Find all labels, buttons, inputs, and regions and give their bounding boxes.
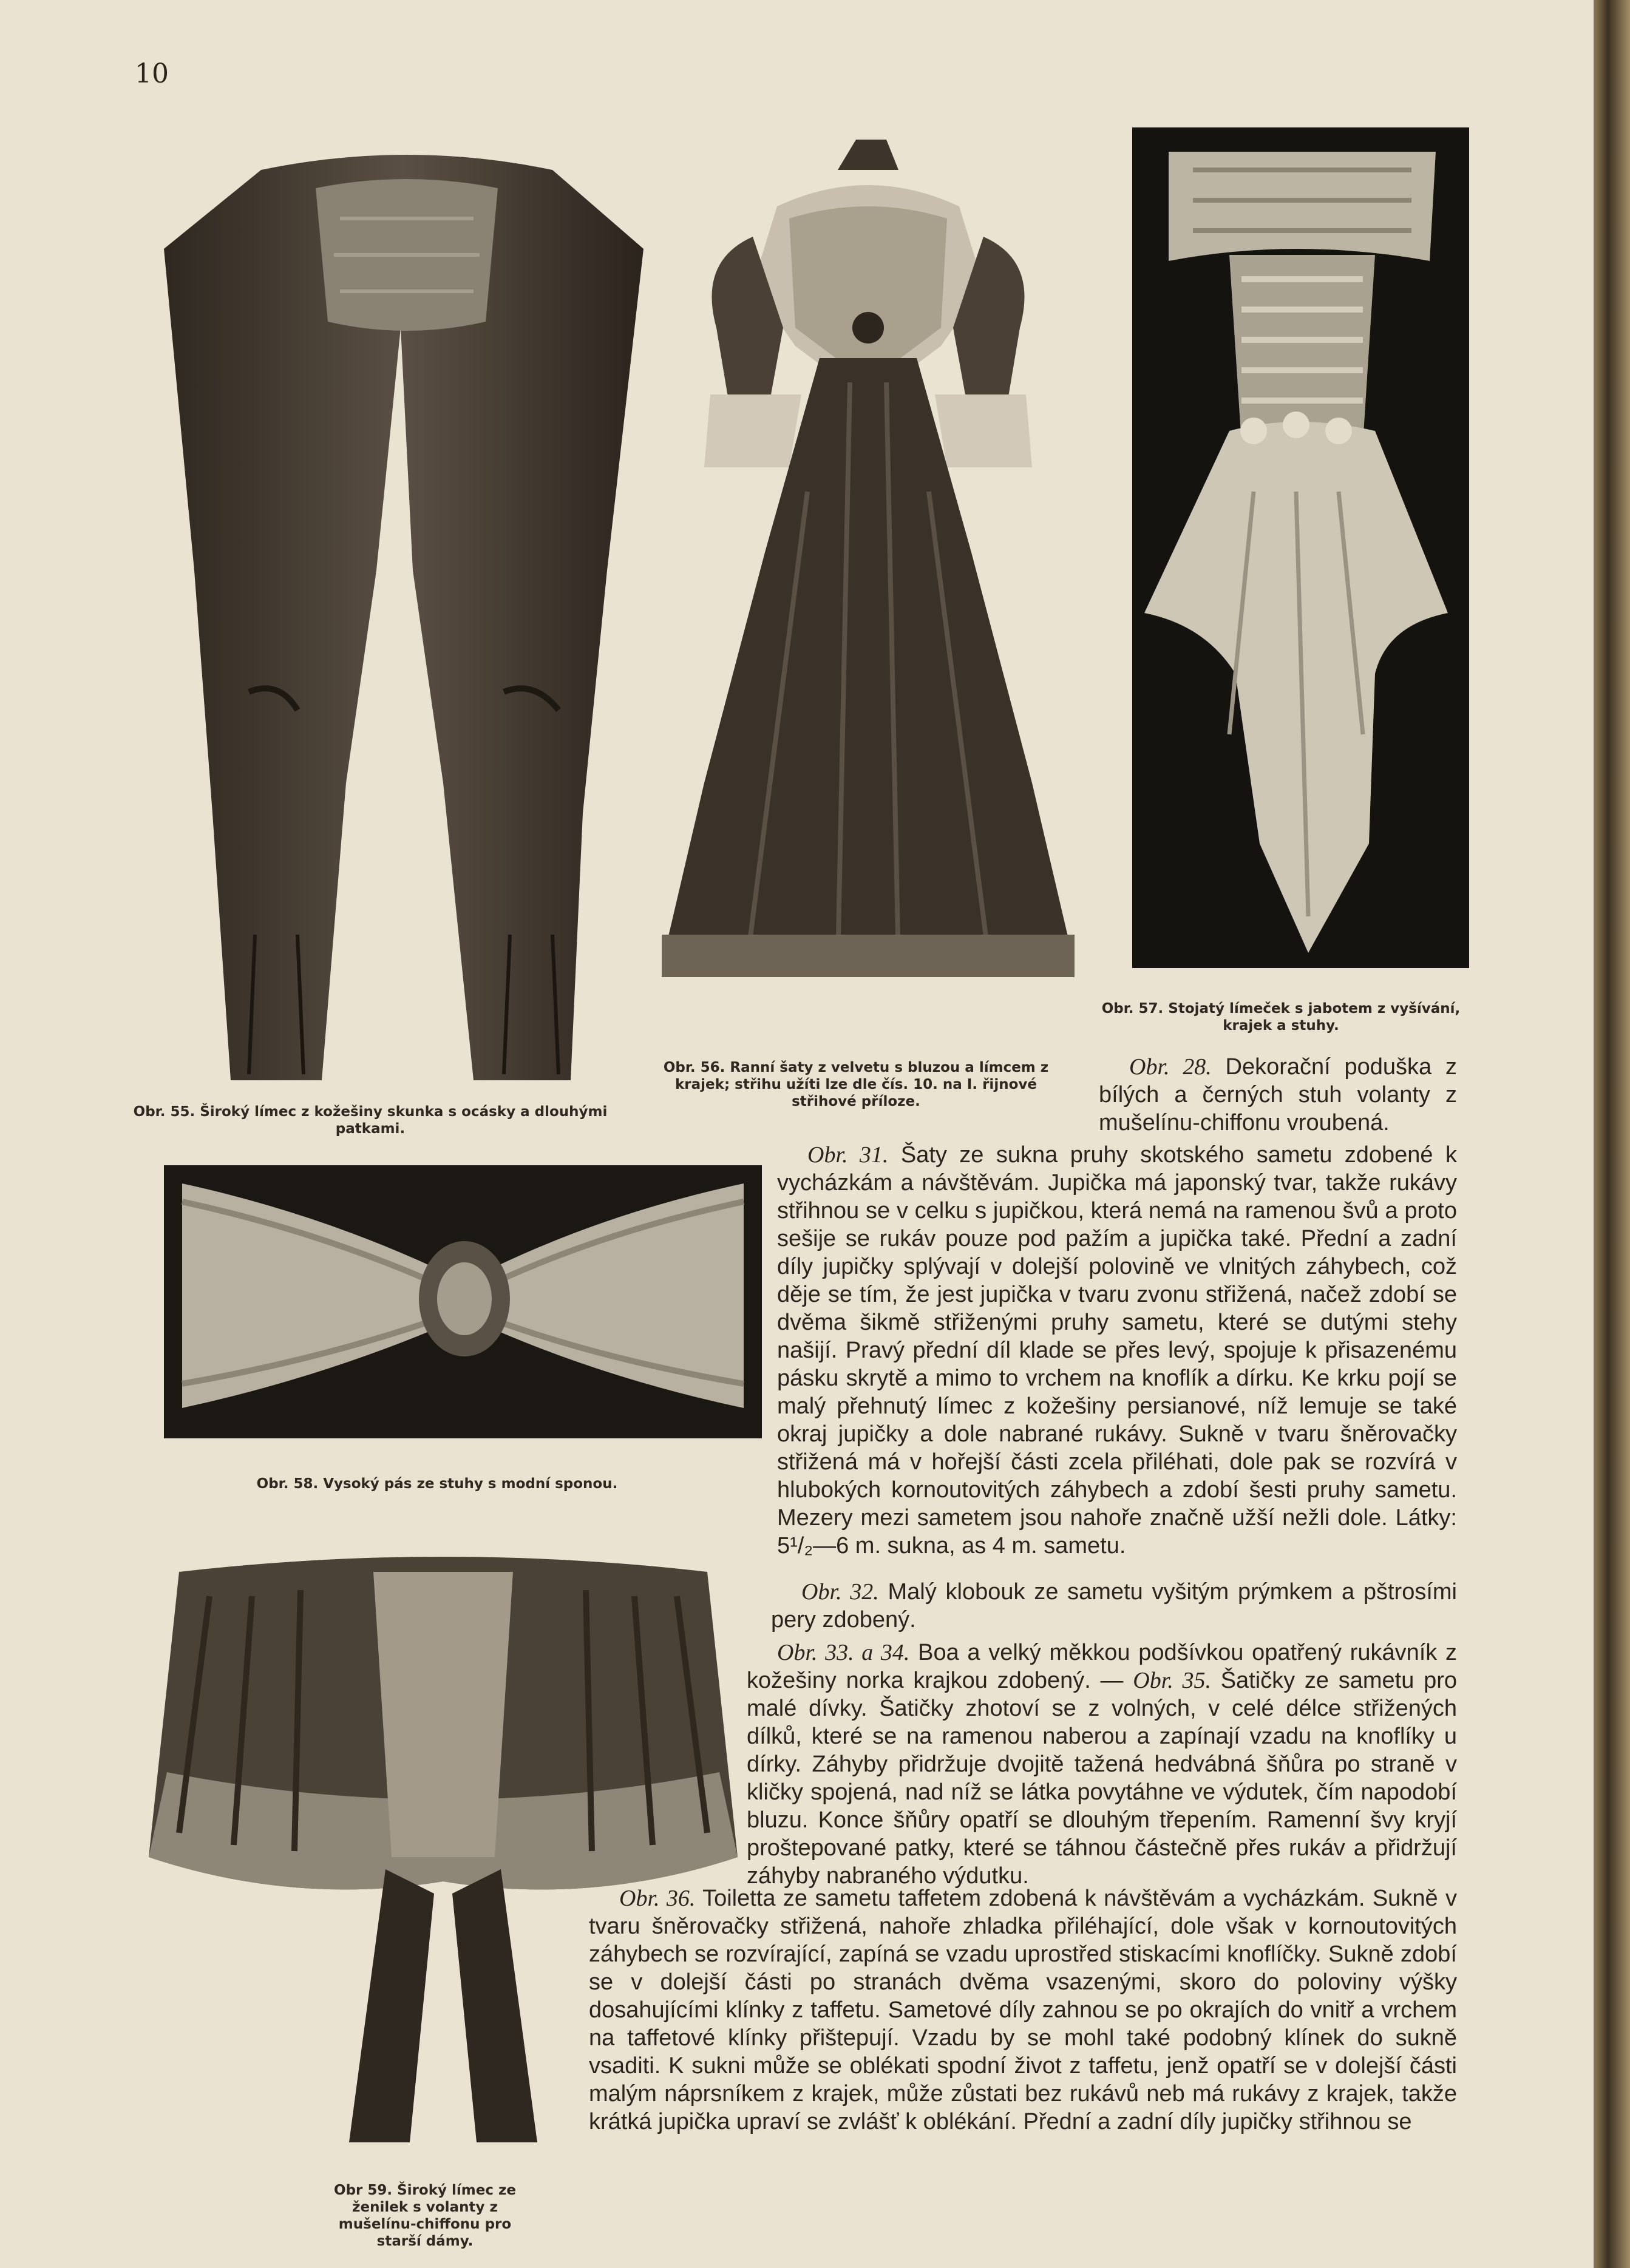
article-obr-31-ref: Obr. 31.	[807, 1142, 889, 1168]
page-number: 10	[135, 58, 169, 89]
article-obr-35-ref: Obr. 35.	[1133, 1668, 1211, 1693]
figure-57-collar-jabot	[1132, 127, 1469, 968]
collar-jabot-illustration	[1132, 127, 1469, 968]
article-obr-36	[589, 1884, 1457, 2136]
article-obr-36-text: Toiletta ze sametu taffetem zdobená k návštěvám a vycházkám. Sukně v tvaru šněrovačky střižená, nahoře zhladka přiléhající, dole však v kornoutovitých záhybech se rozvírající, zapíná se vzadu uprostřed stiskacími knoflíčky. Sukně zdobí se v dolejší části po stranách dvěma vsazenými, skoro do poloviny výšky dosahujícími klínky z taffetu. Sametové díly zahnou se po okrajích do vnitř a vrchem na taffetové klínky přištepují. Vzadu by se mohl také podobný klínek do sukně vsaditi. K sukni může se oblékati spodní život z taffetu, jenž opatří se v dolejší části malým náprsníkem z krajek, může zůstati bez rukávů neb má rukávy z krajek, takže krátká jupička upraví se zvlášť k oblékání. Přední a zadní díly jupičky střihnou se	[589, 1886, 1457, 2134]
ribbon-belt-illustration	[164, 1165, 762, 1438]
figure-55-caption: Obr. 55. Široký límec z kožešiny skunka s ocásky a dlouhými patkami.	[133, 1104, 608, 1137]
article-obr-33-ref: Obr. 33. a 34.	[777, 1640, 910, 1665]
figure-57-caption: Obr. 57. Stojatý límeček s jabotem z vyšívání, krajek a stuhy.	[1101, 1001, 1461, 1034]
article-obr-31-text: Šaty ze sukna pruhy skotského sametu zdobené k vycházkám a návštěvám. Jupička má japonský tvar, takže rukávy střihnou se v celku s jupičkou, která nemá na ramenou švů a proto sešije se rukáv pouze pod pažím a jupička také. Přední a zadní díly jupičky splývají v dolejší polovině ve vlnitých záhybech, což děje se tím, že jest jupička v tvaru zvonu střižená, načež zdobí se dvěma šikmě střiženými pruhy sametu, které se dutými stehy našijí. Pravý přední díl klade se přes levý, spojuje k přisazenému pásku skrytě a mimo to vrchem na knoflík a dírku. Ke krku pojí se malý přehnutý límec z kožešiny persianové, níž lemuje se také okraj jupičky a dole nabrané rukávy. Sukně v tvaru šněrovačky střižená má v hořejší části zcela přiléhati, dole pak se rozvírá v hlubokých kornoutovitých záhybech a zdobí šesti pruhy sametu. Mezery mezi sametem jsou nahoře značně užší nežli dole. Látky: 5¹/₂—6 m. sukna, as 4 m. sametu.	[777, 1142, 1457, 1559]
article-obr-32	[771, 1578, 1457, 1634]
article-obr-28-text: Dekorační poduška z bílých a černých stuh volanty z mušelínu-chiffonu vroubená.	[1099, 1054, 1457, 1136]
article-obr-36-ref: Obr. 36.	[619, 1886, 696, 1911]
article-obr-33-34-35	[747, 1639, 1457, 1890]
article-obr-32-text: Malý klobouk ze sametu vyšitým prýmkem a pštrosími pery zdobený.	[771, 1579, 1457, 1633]
figure-56-caption: Obr. 56. Ranní šaty z velvetu s bluzou a límcem z krajek; střihu užíti lze dle čís. 10. na I. řijnové střihové příloze.	[663, 1060, 1049, 1109]
figure-59-caption: Obr 59. Široký límec ze ženilek s volanty z mušelínu-chiffonu pro starší dámy.	[334, 2182, 516, 2249]
article-obr-28-ref: Obr. 28.	[1129, 1054, 1212, 1080]
article-obr-32-ref: Obr. 32.	[801, 1579, 879, 1605]
dress-illustration	[656, 127, 1081, 995]
article-obr-28	[1099, 1053, 1457, 1137]
article-obr-35-text: Šatičky ze sametu pro malé dívky. Šatičky zhotoví se z volných, v celé délce střižených dílků, které se na ramenou naberou a zapínají vzadu na knoflíky u dírky. Záhyby přidržuje dvojitě tažená hedvábná šňůra po straně v kličky spojená, nad níž se látka povytáhne ve výdutek, čím napodobí bluzu. Konce šňůry opatří se dlouhým třepením. Ramenní švy kryjí proštepované patky, které se táhnou částečně přes rukáv a přidržují záhyby nabraného výdutku.	[747, 1668, 1458, 1889]
book-binding-edge	[1594, 0, 1630, 2268]
figure-56-dress	[656, 127, 1081, 995]
figure-58-caption: Obr. 58. Vysoký pás ze stuhy s modní sponou.	[256, 1476, 618, 1492]
article-obr-31	[777, 1141, 1457, 1560]
fur-collar-illustration	[158, 146, 656, 1092]
article-obr-33-text: Boa a velký měkkou podšívkou opatřený rukávník z kožešiny norka krajkou zdobený. —	[747, 1640, 1457, 1693]
figure-58-ribbon-belt	[164, 1165, 762, 1438]
figure-55-fur-collar	[158, 146, 656, 1092]
